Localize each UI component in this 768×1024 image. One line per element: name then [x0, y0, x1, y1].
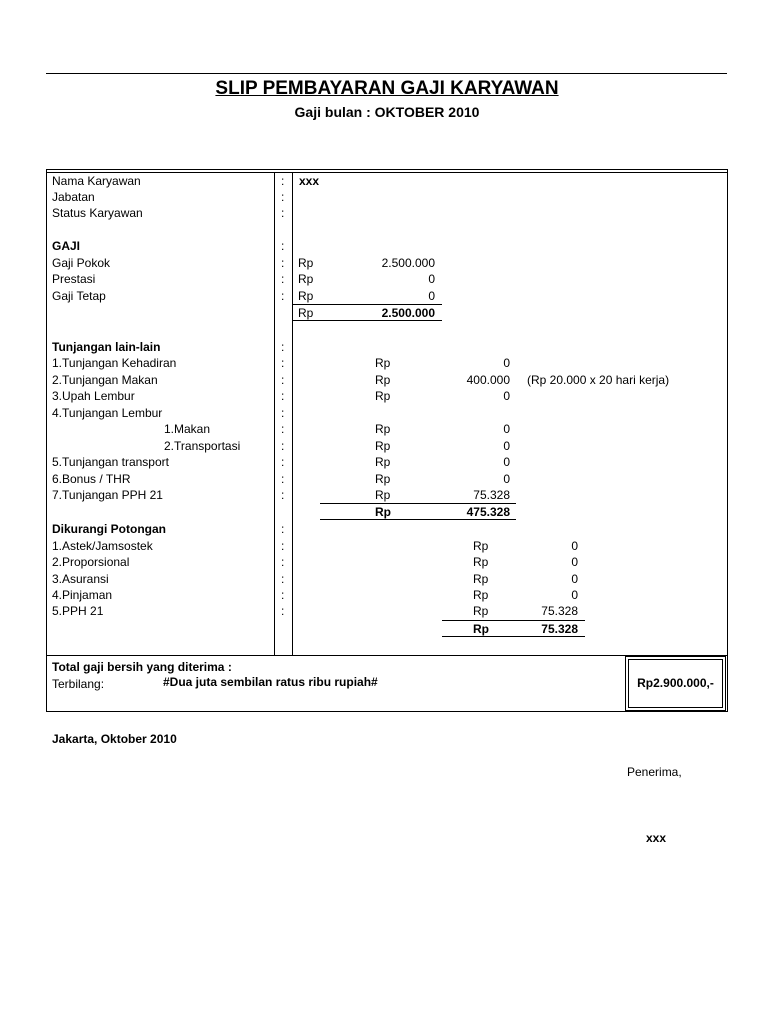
- colon-separator: :: [281, 539, 285, 553]
- colon-separator: :: [281, 356, 285, 370]
- colon-separator: :: [281, 389, 285, 403]
- box-divider-line-2: [292, 172, 293, 655]
- deduction-row-label: 5.PPH 21: [52, 604, 104, 618]
- amount-in-words-label: Terbilang:: [52, 677, 105, 691]
- allowance-row-label: 1.Makan: [164, 422, 211, 436]
- amount-in-words-value: #Dua juta sembilan ratus ribu rupiah#: [163, 675, 378, 689]
- salary-row-currency: Rp: [298, 256, 314, 270]
- salary-row-amount: 0: [428, 272, 435, 286]
- allowance-row-label: 3.Upah Lembur: [52, 389, 135, 403]
- colon-separator: :: [281, 190, 285, 204]
- net-salary-amount: Rp2.900.000,-: [637, 676, 714, 690]
- deduction-row-amount: 0: [571, 588, 578, 602]
- colon-separator: :: [281, 472, 285, 486]
- salary-row-currency: Rp: [298, 272, 314, 286]
- allowance-row-amount: 0: [503, 356, 510, 370]
- allowance-row-currency: Rp: [375, 439, 391, 453]
- place-date: Jakarta, Oktober 2010: [52, 732, 177, 746]
- deduction-row-currency: Rp: [473, 539, 489, 553]
- allowance-row-currency: Rp: [375, 373, 391, 387]
- allowance-row-label: 6.Bonus / THR: [52, 472, 131, 486]
- deduction-row-label: 4.Pinjaman: [52, 588, 113, 602]
- deduction-row-amount: 0: [571, 572, 578, 586]
- allowance-row-note: (Rp 20.000 x 20 hari kerja): [527, 373, 670, 387]
- colon-separator: :: [281, 256, 285, 270]
- colon-separator: :: [281, 239, 285, 253]
- allowances-total-amount: 475.328: [466, 505, 510, 519]
- deduction-row-label: 2.Proporsional: [52, 555, 130, 569]
- allowance-row-currency: Rp: [375, 356, 391, 370]
- deduction-row-currency: Rp: [473, 604, 489, 618]
- allowance-row-currency: Rp: [375, 455, 391, 469]
- colon-separator: :: [281, 455, 285, 469]
- colon-separator: :: [281, 522, 285, 536]
- salary-total-amount: 2.500.000: [381, 306, 435, 320]
- page-subtitle: Gaji bulan : OKTOBER 2010: [294, 104, 480, 120]
- salary-row-amount: 0: [428, 289, 435, 303]
- colon-separator: :: [281, 206, 285, 220]
- deduction-row-label: 3.Asuransi: [52, 572, 109, 586]
- allowance-row-amount: 75.328: [473, 488, 510, 502]
- colon-separator: :: [281, 406, 285, 420]
- employee-name-label: Nama Karyawan: [52, 174, 141, 188]
- deduction-row-amount: 75.328: [541, 604, 578, 618]
- box-top-line-inner: [46, 172, 728, 173]
- colon-separator: :: [281, 439, 285, 453]
- colon-separator: :: [281, 373, 285, 387]
- allowance-row-currency: Rp: [375, 389, 391, 403]
- allowance-row-label: 4.Tunjangan Lembur: [52, 406, 163, 420]
- deductions-section-label: Dikurangi Potongan: [52, 522, 166, 536]
- allowances-total-currency: Rp: [375, 505, 391, 519]
- allowance-row-amount: 0: [503, 439, 510, 453]
- allowance-row-amount: 0: [503, 472, 510, 486]
- box-right-line: [727, 169, 728, 712]
- allowance-row-amount: 0: [503, 422, 510, 436]
- salary-row-currency: Rp: [298, 289, 314, 303]
- allowance-row-label: 2.Tunjangan Makan: [52, 373, 158, 387]
- colon-separator: :: [281, 174, 285, 188]
- colon-separator: :: [281, 555, 285, 569]
- salary-row-label: Prestasi: [52, 272, 96, 286]
- receiver-name: xxx: [646, 831, 667, 845]
- salary-row-label: Gaji Tetap: [52, 289, 106, 303]
- salary-row-label: Gaji Pokok: [52, 256, 111, 270]
- deductions-subtotal-line-bottom: [442, 636, 585, 637]
- allowance-row-label: 2.Transportasi: [164, 439, 241, 453]
- page-title: SLIP PEMBAYARAN GAJI KARYAWAN: [215, 78, 559, 99]
- salary-total-currency: Rp: [298, 306, 314, 320]
- allowance-row-currency: Rp: [375, 472, 391, 486]
- allowance-row-label: 5.Tunjangan transport: [52, 455, 169, 469]
- net-salary-label: Total gaji bersih yang diterima :: [52, 660, 232, 674]
- box-top-line: [46, 169, 728, 170]
- colon-separator: :: [281, 272, 285, 286]
- receiver-label: Penerima,: [627, 765, 682, 779]
- allowance-row-label: 7.Tunjangan PPH 21: [52, 488, 163, 502]
- salary-row-amount: 2.500.000: [381, 256, 435, 270]
- deduction-row-currency: Rp: [473, 555, 489, 569]
- employee-position-label: Jabatan: [52, 190, 95, 204]
- colon-separator: :: [281, 488, 285, 502]
- allowance-row-currency: Rp: [375, 422, 391, 436]
- deductions-total-amount: 75.328: [541, 622, 578, 636]
- salary-section-label: GAJI: [52, 239, 81, 253]
- box-divider-line: [274, 172, 275, 655]
- salary-subtotal-line-bottom: [292, 320, 442, 321]
- colon-separator: :: [281, 572, 285, 586]
- allowance-row-amount: 0: [503, 389, 510, 403]
- colon-separator: :: [281, 588, 285, 602]
- box-left-line: [46, 169, 47, 712]
- deduction-row-label: 1.Astek/Jamsostek: [52, 539, 153, 553]
- deduction-row-amount: 0: [571, 539, 578, 553]
- top-rule: [46, 73, 727, 74]
- allowance-row-amount: 0: [503, 455, 510, 469]
- deductions-total-currency: Rp: [473, 622, 489, 636]
- employee-name-value: xxx: [299, 174, 320, 188]
- allowance-row-label: 1.Tunjangan Kehadiran: [52, 356, 177, 370]
- deduction-row-amount: 0: [571, 555, 578, 569]
- colon-separator: :: [281, 289, 285, 303]
- colon-separator: :: [281, 604, 285, 618]
- allowances-section-label: Tunjangan lain-lain: [52, 340, 161, 354]
- colon-separator: :: [281, 422, 285, 436]
- deduction-row-currency: Rp: [473, 572, 489, 586]
- box-bottom-line: [46, 711, 728, 712]
- allowance-row-currency: Rp: [375, 488, 391, 502]
- allowance-row-amount: 400.000: [466, 373, 510, 387]
- employee-status-label: Status Karyawan: [52, 206, 143, 220]
- deduction-row-currency: Rp: [473, 588, 489, 602]
- allowances-subtotal-line-bottom: [320, 519, 516, 520]
- colon-separator: :: [281, 340, 285, 354]
